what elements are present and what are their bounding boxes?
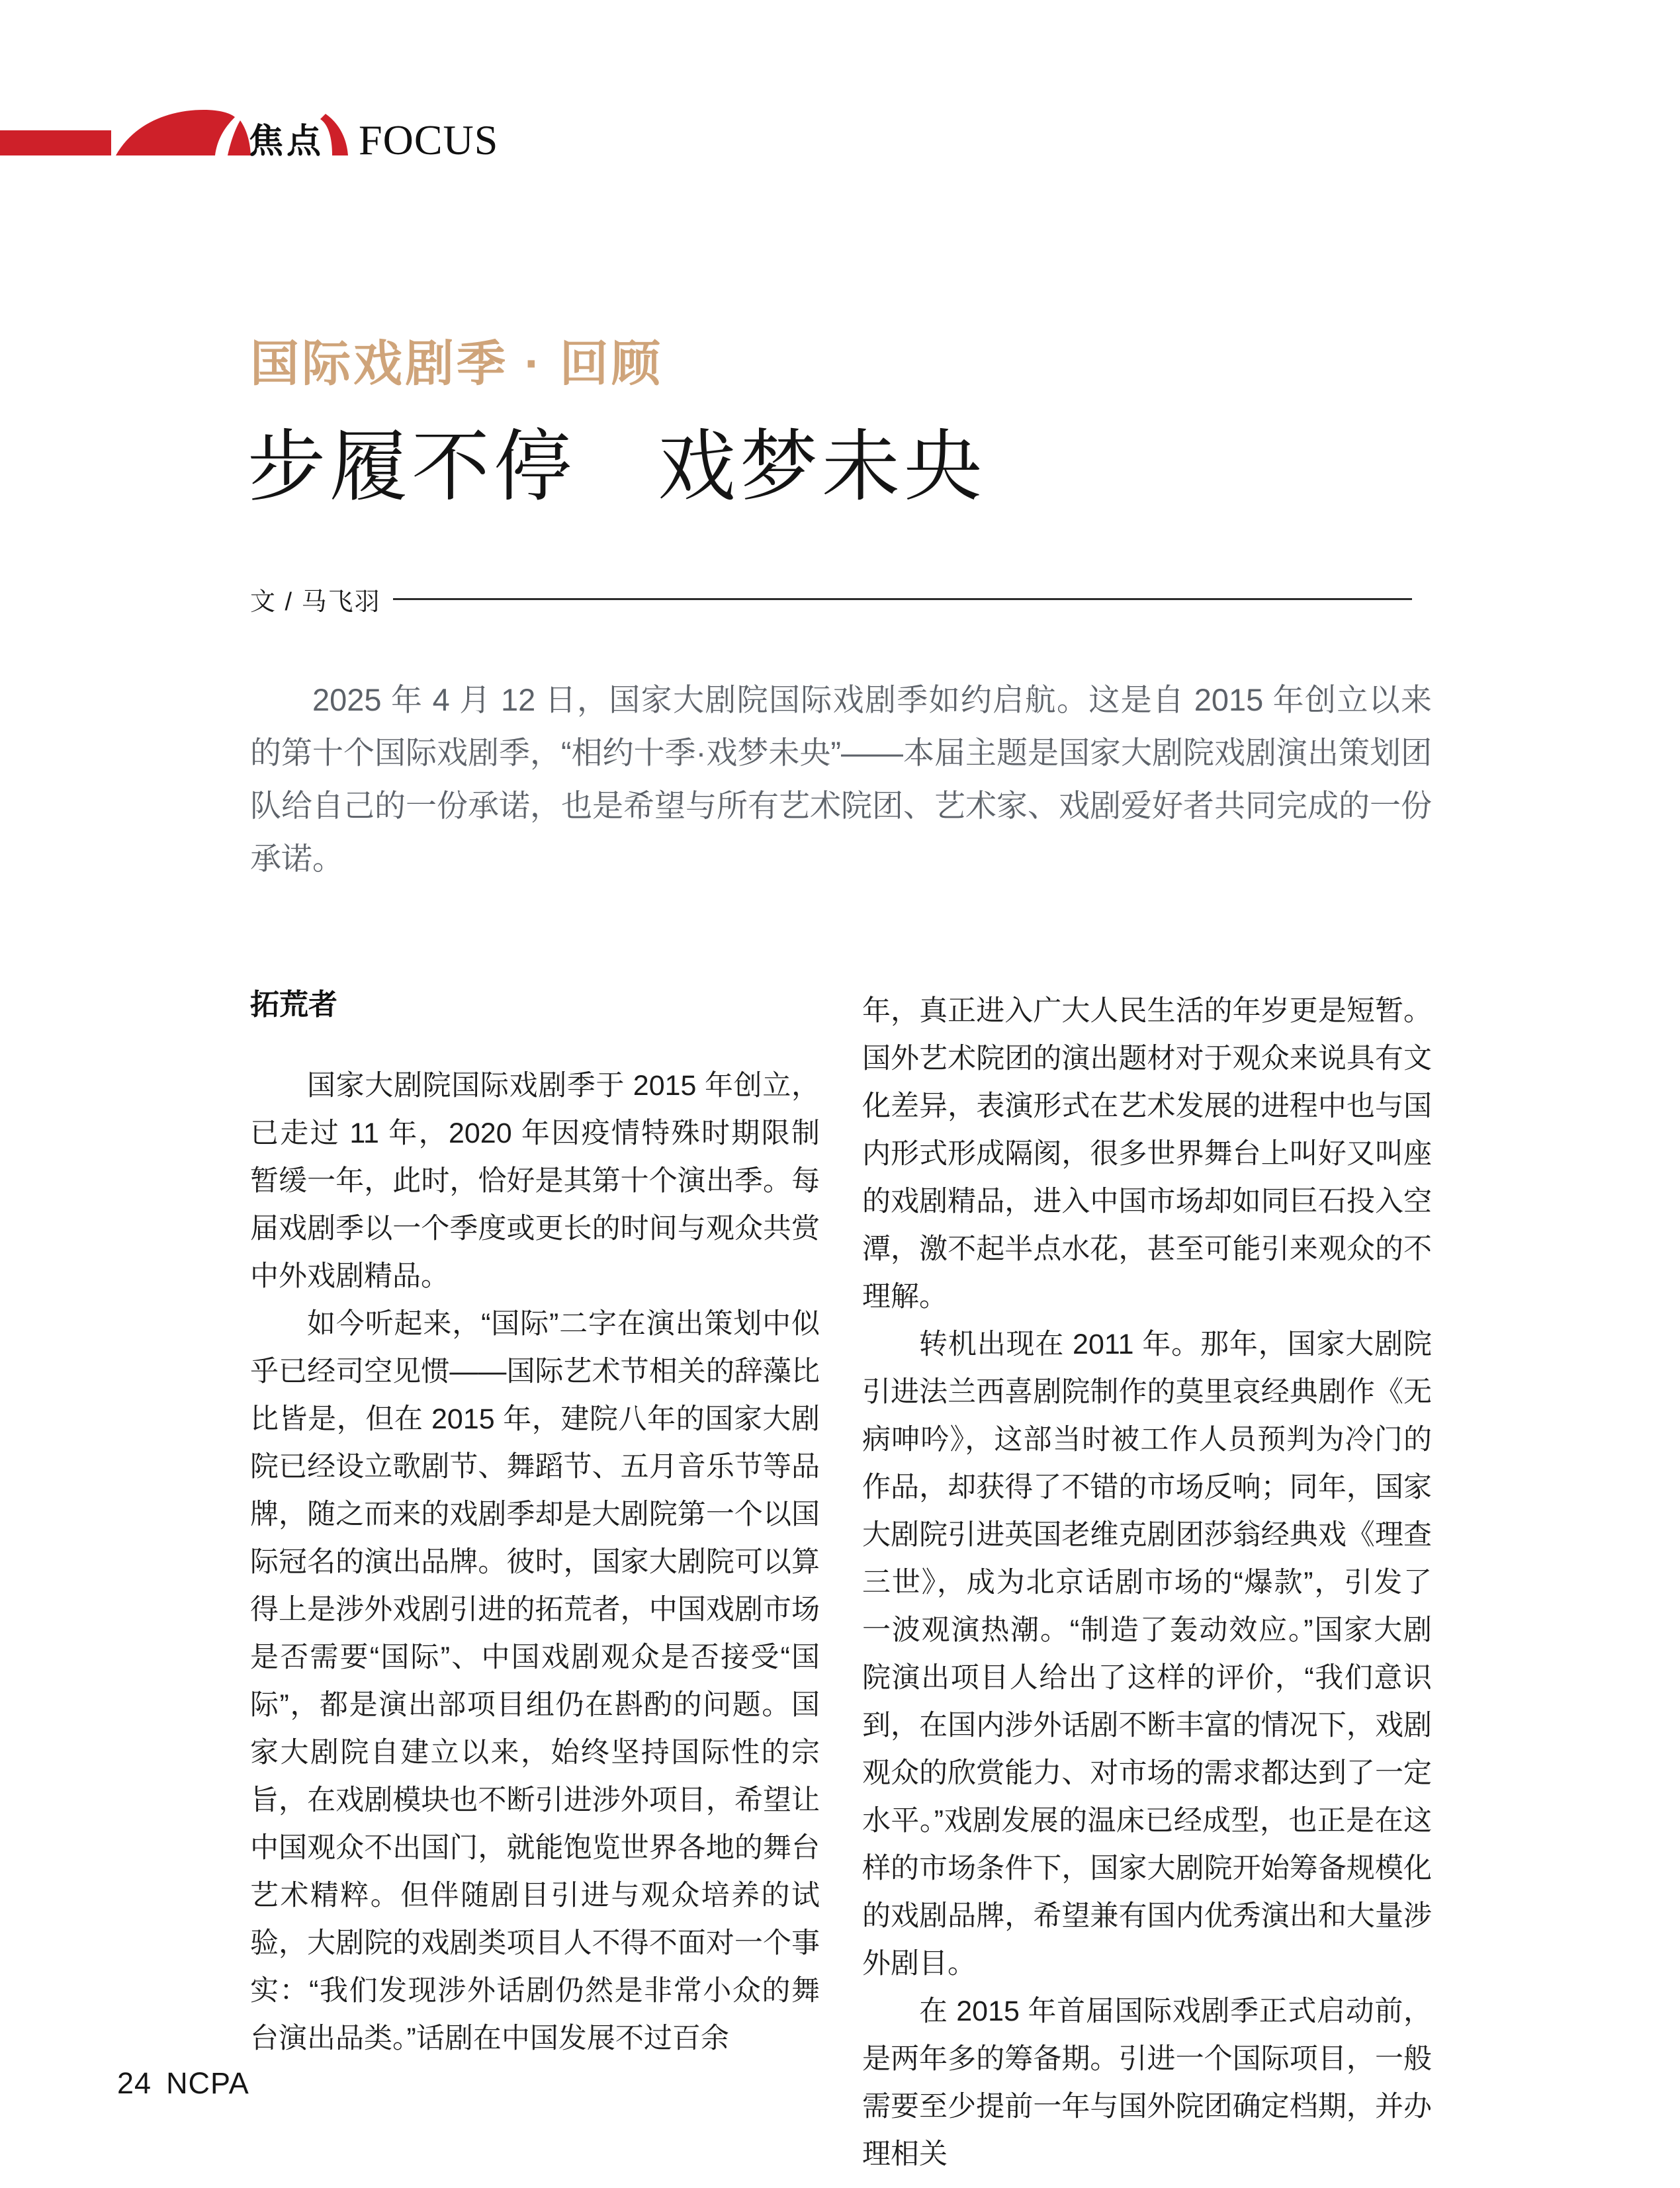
byline-rule xyxy=(393,598,1412,600)
byline: 文 / 马飞羽 xyxy=(250,588,381,616)
lede-paragraph: 2025 年 4 月 12 日，国家大剧院国际戏剧季如约启航。这是自 2015 年创立以来的第十个国际戏剧季，“相约十季·戏梦未央”——本届主题是国家大剧院戏剧演出策划团队给自己的一份承诺，也是希望与所有艺术院团、艺术家、戏剧爱好者共同完成的一份承诺。 xyxy=(250,682,1432,876)
article-columns xyxy=(250,987,1432,2178)
byline-row xyxy=(250,581,1412,617)
page-footer xyxy=(117,2068,249,2098)
article-title: 步履不停 戏梦未央 xyxy=(247,424,987,511)
masthead-section-title-en: FOCUS xyxy=(359,116,499,163)
section-heading: 拓荒者 xyxy=(250,988,337,1021)
body-paragraph: 国家大剧院国际戏剧季于 2015 年创立，已走过 11 年，2020 年因疫情特殊时期限制暂缓一年，此时，恰好是其第十个演出季。每届戏剧季以一个季度或更长的时间与观众共赏中外戏剧精品。 xyxy=(250,1070,820,1292)
article-kicker: 国际戏剧季 · 回顾 xyxy=(250,336,663,391)
page-number: 24 xyxy=(117,2066,152,2100)
column-left xyxy=(250,987,820,2178)
body-paragraph: 转机出现在 2011 年。那年，国家大剧院引进法兰西喜剧院制作的莫里哀经典剧作《无病呻吟》，这部当时被工作人员预判为冷门的作品，却获得了不错的市场反响；同年，国家大剧院引进英国老维克剧团莎翁经典戏《理查三世》，成为北京话剧市场的“爆款”，引发了一波观演热潮。“制造了轰动效应。”国家大剧院演出项目人给出了这样的评价，“我们意识到，在国内涉外话剧不断丰富的情况下，戏剧观众的欣赏能力、对市场的需求都达到了一定水平。”戏剧发展的温床已经成型，也正是在这样的市场条件下，国家大剧院开始筹备规模化的戏剧品牌，希望兼有国内优秀演出和大量涉外剧目。 xyxy=(862,1329,1432,1980)
body-paragraph: 如今听起来，“国际”二字在演出策划中似乎已经司空见惯——国际艺术节相关的辞藻比比皆是，但在 2015 年，建院八年的国家大剧院已经设立歌剧节、舞蹈节、五月音乐节等品牌，随之而来的戏剧季却是大剧院第一个以国际冠名的演出品牌。彼时，国家大剧院可以算得上是涉外戏剧引进的拓荒者，中国戏剧市场是否需要“国际”、中国戏剧观众是否接受“国际”，都是演出部项目组仍在斟酌的问题。国家大剧院自建立以来，始终坚持国际性的宗旨，在戏剧模块也不断引进涉外项目，希望让中国观众不出国门，就能饱览世界各地的舞台艺术精粹。但伴随剧目引进与观众培养的试验，大剧院的戏剧类项目人不得不面对一个事实：“我们发现涉外话剧仍然是非常小众的舞台演出品类。”话剧在中国发展不过百余 xyxy=(250,1308,820,2054)
masthead-section-title-cn: 焦点 xyxy=(249,122,325,161)
body-paragraph: 在 2015 年首届国际戏剧季正式启动前，是两年多的筹备期。引进一个国际项目，一般需要至少提前一年与国外院团确定档期，并办理相关 xyxy=(862,1995,1432,2170)
body-paragraph: 年，真正进入广大人民生活的年岁更是短暂。国外艺术院团的演出题材对于观众来说具有文化差异，表演形式在艺术发展的进程中也与国内形式形成隔阂，很多世界舞台上叫好又叫座的戏剧精品，进入中国市场却如同巨石投入空潭，激不起半点水花，甚至可能引来观众的不理解。 xyxy=(862,995,1432,1313)
journal-abbreviation: NCPA xyxy=(166,2066,249,2100)
column-right xyxy=(862,987,1432,2178)
